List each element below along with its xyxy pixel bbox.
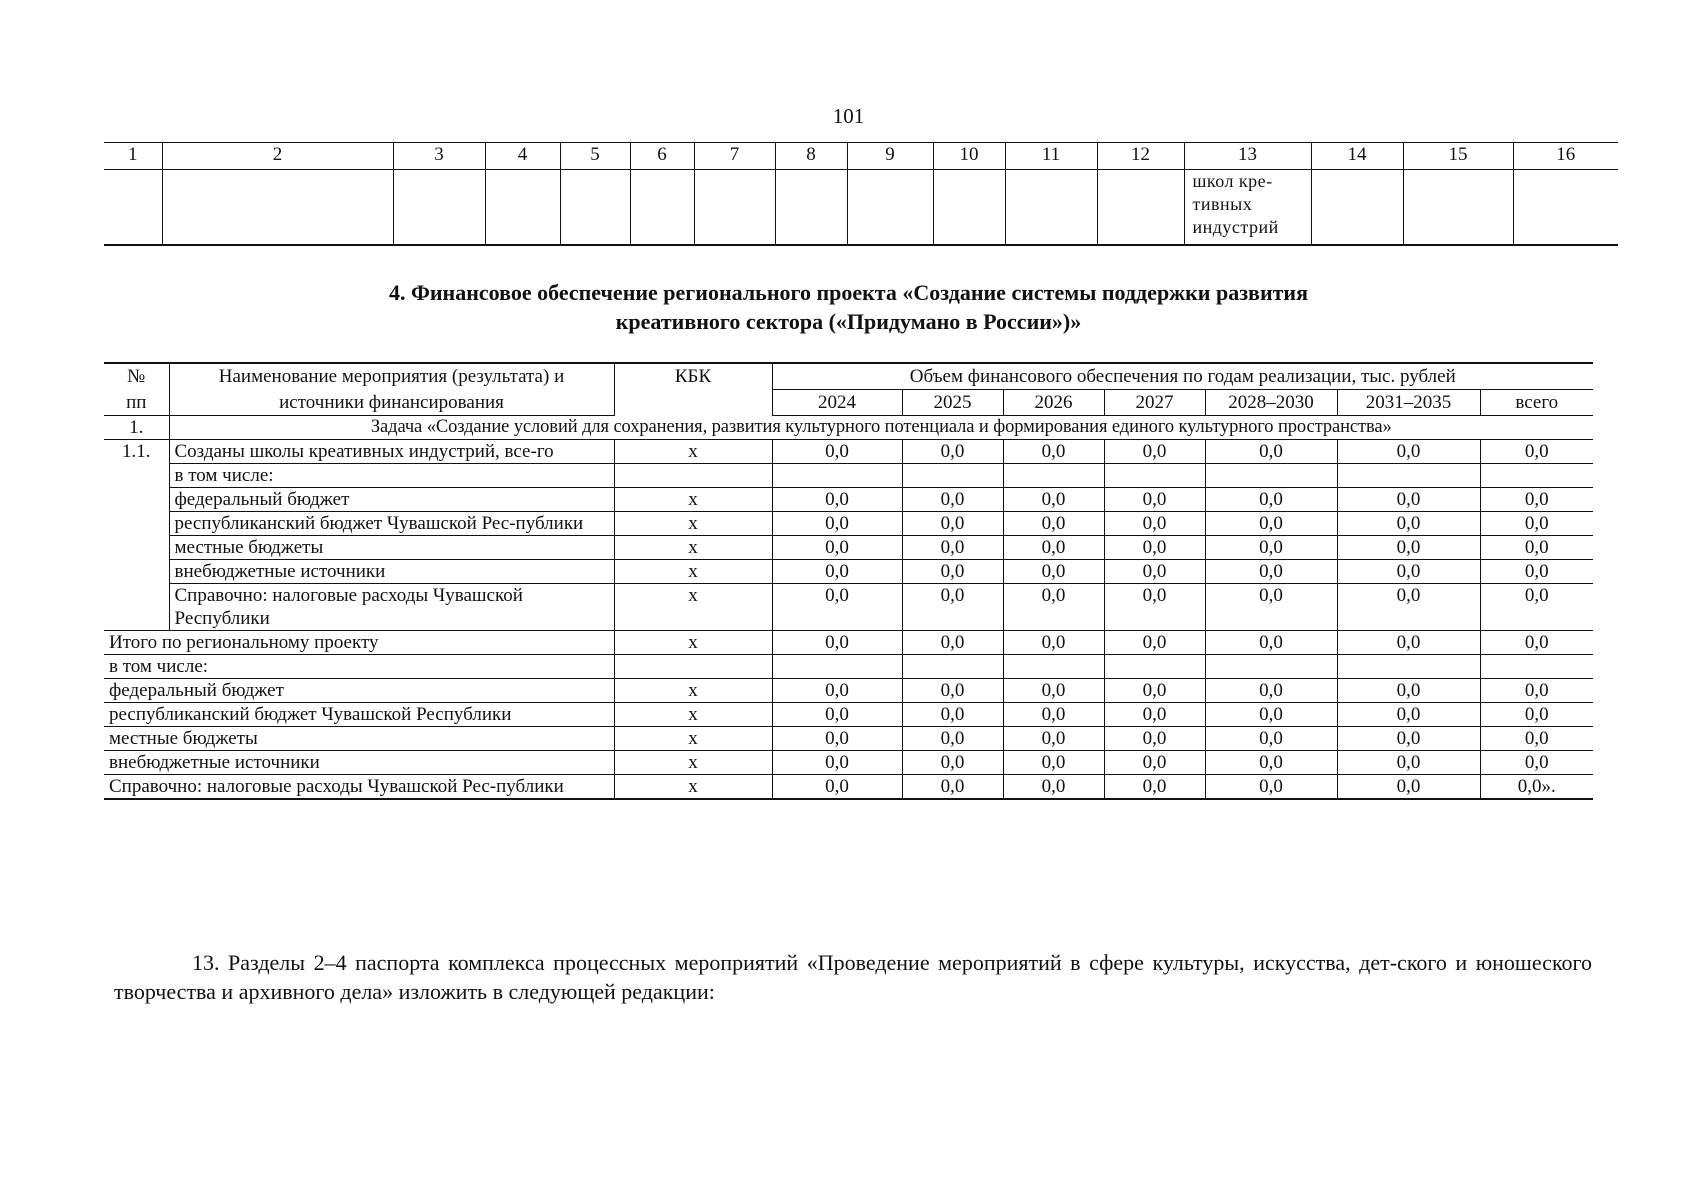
value-cell: 0,0 bbox=[1205, 584, 1337, 631]
column-number-11: 11 bbox=[1005, 143, 1097, 170]
value-cell: 0,0». bbox=[1480, 775, 1593, 800]
year-header-4: 2027 bbox=[1104, 390, 1205, 416]
value-cell bbox=[1337, 464, 1480, 488]
value-cell: 0,0 bbox=[1205, 536, 1337, 560]
value-cell: 0,0 bbox=[1205, 775, 1337, 800]
row-name: федеральный бюджет bbox=[104, 679, 614, 703]
value-cell: 0,0 bbox=[772, 679, 902, 703]
heading-line-1: 4. Финансовое обеспечение регионального проекта «Создание системы поддержки развития bbox=[388, 280, 1308, 305]
value-cell: 0,0 bbox=[772, 488, 902, 512]
continuation-row bbox=[104, 170, 1618, 246]
continuation-cell-6 bbox=[630, 170, 694, 246]
column-number-14: 14 bbox=[1311, 143, 1403, 170]
value-cell: 0,0 bbox=[902, 679, 1003, 703]
year-header-5: 2028–2030 bbox=[1205, 390, 1337, 416]
value-cell: 0,0 bbox=[1337, 584, 1480, 631]
continuation-cell-1 bbox=[104, 170, 162, 246]
value-cell bbox=[1337, 655, 1480, 679]
name-header: Наименование мероприятия (результата) и bbox=[169, 363, 614, 390]
year-header-1: 2024 bbox=[772, 390, 902, 416]
column-number-7: 7 bbox=[694, 143, 775, 170]
header-row-1 bbox=[104, 363, 1593, 390]
continuation-cell-14 bbox=[1311, 170, 1403, 246]
heading-line-2: креативного сектора («Придумано в России»)» bbox=[615, 309, 1082, 334]
value-cell: 0,0 bbox=[1205, 727, 1337, 751]
value-cell: 0,0 bbox=[1003, 488, 1104, 512]
column-number-1: 1 bbox=[104, 143, 162, 170]
continuation-cell-2 bbox=[162, 170, 393, 246]
value-cell: 0,0 bbox=[1337, 488, 1480, 512]
value-cell: 0,0 bbox=[1337, 679, 1480, 703]
kbk-cell: x bbox=[614, 560, 772, 584]
task-text: Задача «Создание условий для сохранения, развития культурного потенциала и формирования единого культурного пространства» bbox=[169, 416, 1593, 440]
value-cell: 0,0 bbox=[1205, 440, 1337, 464]
header-row-2 bbox=[104, 390, 1593, 416]
value-cell: 0,0 bbox=[902, 631, 1003, 655]
kbk-cell: x bbox=[614, 488, 772, 512]
value-cell: 0,0 bbox=[1480, 703, 1593, 727]
kbk-cell: x bbox=[614, 584, 772, 631]
value-cell: 0,0 bbox=[902, 440, 1003, 464]
column-number-4: 4 bbox=[485, 143, 560, 170]
column-number-8: 8 bbox=[775, 143, 847, 170]
value-cell: 0,0 bbox=[1480, 560, 1593, 584]
continuation-cell-10 bbox=[933, 170, 1005, 246]
value-cell: 0,0 bbox=[1337, 440, 1480, 464]
finance-table bbox=[104, 362, 1593, 800]
value-cell bbox=[1003, 464, 1104, 488]
kbk-cell: x bbox=[614, 512, 772, 536]
value-cell: 0,0 bbox=[1104, 679, 1205, 703]
value-cell: 0,0 bbox=[1104, 488, 1205, 512]
row-name: местные бюджеты bbox=[169, 536, 614, 560]
result-row bbox=[104, 464, 1593, 488]
row-name: Итого по региональному проекту bbox=[104, 631, 614, 655]
value-cell bbox=[1205, 655, 1337, 679]
column-number-15: 15 bbox=[1403, 143, 1513, 170]
value-cell: 0,0 bbox=[1003, 751, 1104, 775]
value-cell bbox=[902, 464, 1003, 488]
total-row bbox=[104, 655, 1593, 679]
row-name: республиканский бюджет Чувашской Республики bbox=[104, 703, 614, 727]
row-name: республиканский бюджет Чувашской Рес-публики bbox=[169, 512, 614, 536]
total-row bbox=[104, 631, 1593, 655]
num-header-line2: пп bbox=[104, 390, 169, 416]
row-name: в том числе: bbox=[169, 464, 614, 488]
name-header-line2: источники финансирования bbox=[169, 390, 614, 416]
result-number: 1.1. bbox=[104, 440, 169, 631]
value-cell: 0,0 bbox=[1003, 679, 1104, 703]
value-cell: 0,0 bbox=[1337, 703, 1480, 727]
value-cell: 0,0 bbox=[1480, 584, 1593, 631]
task-row bbox=[104, 416, 1593, 440]
continuation-cell-15 bbox=[1403, 170, 1513, 246]
continuation-cell-4 bbox=[485, 170, 560, 246]
value-cell: 0,0 bbox=[902, 512, 1003, 536]
kbk-cell bbox=[614, 655, 772, 679]
value-cell bbox=[1003, 655, 1104, 679]
col13-text-line: тивных bbox=[1192, 194, 1253, 214]
row-name: внебюджетные источники bbox=[169, 560, 614, 584]
value-cell: 0,0 bbox=[1480, 679, 1593, 703]
value-cell: 0,0 bbox=[1480, 536, 1593, 560]
value-cell: 0,0 bbox=[1205, 703, 1337, 727]
value-cell: 0,0 bbox=[902, 727, 1003, 751]
value-cell: 0,0 bbox=[772, 584, 902, 631]
value-cell: 0,0 bbox=[1205, 679, 1337, 703]
column-number-9: 9 bbox=[847, 143, 933, 170]
row-name: внебюджетные источники bbox=[104, 751, 614, 775]
value-cell: 0,0 bbox=[1480, 631, 1593, 655]
value-cell: 0,0 bbox=[1480, 488, 1593, 512]
value-cell: 0,0 bbox=[1337, 775, 1480, 800]
value-cell: 0,0 bbox=[902, 703, 1003, 727]
value-cell: 0,0 bbox=[1003, 584, 1104, 631]
value-cell bbox=[1480, 464, 1593, 488]
value-cell: 0,0 bbox=[772, 703, 902, 727]
col13-text-line: школ кре- bbox=[1192, 171, 1273, 191]
value-cell bbox=[772, 464, 902, 488]
value-cell: 0,0 bbox=[1480, 440, 1593, 464]
year-header-3: 2026 bbox=[1003, 390, 1104, 416]
value-cell: 0,0 bbox=[1337, 751, 1480, 775]
column-number-6: 6 bbox=[630, 143, 694, 170]
kbk-cell: x bbox=[614, 775, 772, 800]
task-number: 1. bbox=[104, 416, 169, 440]
value-cell bbox=[1104, 655, 1205, 679]
value-cell: 0,0 bbox=[1104, 440, 1205, 464]
value-cell: 0,0 bbox=[1480, 751, 1593, 775]
value-cell: 0,0 bbox=[1104, 727, 1205, 751]
value-cell: 0,0 bbox=[1104, 751, 1205, 775]
value-cell: 0,0 bbox=[1104, 703, 1205, 727]
row-name: Созданы школы креативных индустрий, все-го bbox=[169, 440, 614, 464]
value-cell: 0,0 bbox=[772, 727, 902, 751]
result-row bbox=[104, 512, 1593, 536]
year-header-2: 2025 bbox=[902, 390, 1003, 416]
value-cell: 0,0 bbox=[772, 440, 902, 464]
result-row bbox=[104, 488, 1593, 512]
value-cell: 0,0 bbox=[1337, 560, 1480, 584]
row-name: федеральный бюджет bbox=[169, 488, 614, 512]
result-row bbox=[104, 536, 1593, 560]
row-name: Справочно: налоговые расходы Чувашской Республики bbox=[169, 584, 614, 631]
row-name: Справочно: налоговые расходы Чувашской Рес-публики bbox=[104, 775, 614, 800]
value-cell: 0,0 bbox=[1003, 536, 1104, 560]
kbk-cell: x bbox=[614, 631, 772, 655]
year-header-7: всего bbox=[1480, 390, 1593, 416]
value-cell: 0,0 bbox=[1003, 703, 1104, 727]
value-cell: 0,0 bbox=[1480, 512, 1593, 536]
column-number-2: 2 bbox=[162, 143, 393, 170]
value-cell: 0,0 bbox=[1337, 631, 1480, 655]
value-cell: 0,0 bbox=[772, 751, 902, 775]
value-cell: 0,0 bbox=[902, 536, 1003, 560]
value-cell: 0,0 bbox=[902, 775, 1003, 800]
kbk-cell: x bbox=[614, 703, 772, 727]
value-cell: 0,0 bbox=[1104, 536, 1205, 560]
column-number-10: 10 bbox=[933, 143, 1005, 170]
result-row bbox=[104, 584, 1593, 631]
value-cell: 0,0 bbox=[1205, 488, 1337, 512]
column-number-12: 12 bbox=[1097, 143, 1184, 170]
total-row bbox=[104, 751, 1593, 775]
continuation-cell-16 bbox=[1513, 170, 1618, 246]
value-cell: 0,0 bbox=[1205, 751, 1337, 775]
total-row bbox=[104, 775, 1593, 800]
continuation-cell-7 bbox=[694, 170, 775, 246]
kbk-cell: x bbox=[614, 536, 772, 560]
section-heading bbox=[0, 278, 1697, 336]
value-cell: 0,0 bbox=[1337, 536, 1480, 560]
row-name: в том числе: bbox=[104, 655, 614, 679]
year-header-6: 2031–2035 bbox=[1337, 390, 1480, 416]
total-row bbox=[104, 703, 1593, 727]
continuation-cell-9 bbox=[847, 170, 933, 246]
result-row bbox=[104, 440, 1593, 464]
value-cell: 0,0 bbox=[1003, 560, 1104, 584]
value-cell: 0,0 bbox=[1003, 775, 1104, 800]
continuation-cell-3 bbox=[393, 170, 485, 246]
value-cell: 0,0 bbox=[1205, 631, 1337, 655]
page-number: 101 bbox=[832, 104, 865, 128]
value-cell: 0,0 bbox=[772, 560, 902, 584]
value-cell: 0,0 bbox=[1337, 727, 1480, 751]
result-row bbox=[104, 560, 1593, 584]
value-cell: 0,0 bbox=[772, 775, 902, 800]
kbk-cell bbox=[614, 464, 772, 488]
row-name: местные бюджеты bbox=[104, 727, 614, 751]
value-cell: 0,0 bbox=[1104, 560, 1205, 584]
kbk-cell: x bbox=[614, 679, 772, 703]
value-cell: 0,0 bbox=[1104, 775, 1205, 800]
value-cell bbox=[772, 655, 902, 679]
value-cell: 0,0 bbox=[902, 584, 1003, 631]
value-cell: 0,0 bbox=[1003, 727, 1104, 751]
value-cell: 0,0 bbox=[1205, 512, 1337, 536]
kbk-cell: x bbox=[614, 727, 772, 751]
continuation-cell-11 bbox=[1005, 170, 1097, 246]
value-cell: 0,0 bbox=[902, 751, 1003, 775]
continuation-table bbox=[104, 142, 1618, 246]
value-cell bbox=[1480, 655, 1593, 679]
value-cell: 0,0 bbox=[902, 560, 1003, 584]
value-cell: 0,0 bbox=[1205, 560, 1337, 584]
instruction-paragraph: 13. Разделы 2–4 паспорта комплекса процессных мероприятий «Проведение мероприятий в сфере культуры, искусства, дет-ского и юношеского творчества и архивного дела» изложить в следующей редакции: bbox=[114, 950, 1592, 1004]
column-number-13: 13 bbox=[1184, 143, 1311, 170]
continuation-cell-5 bbox=[560, 170, 630, 246]
value-cell: 0,0 bbox=[772, 512, 902, 536]
value-cell: 0,0 bbox=[1337, 512, 1480, 536]
value-cell: 0,0 bbox=[772, 536, 902, 560]
column-number-row bbox=[104, 143, 1618, 170]
value-cell: 0,0 bbox=[1003, 631, 1104, 655]
continuation-cell-12 bbox=[1097, 170, 1184, 246]
value-cell: 0,0 bbox=[772, 631, 902, 655]
num-header: № bbox=[127, 366, 146, 387]
kbk-header: КБК bbox=[614, 363, 772, 416]
value-cell: 0,0 bbox=[1104, 584, 1205, 631]
continuation-cell-13 bbox=[1184, 170, 1311, 246]
value-cell: 0,0 bbox=[1104, 512, 1205, 536]
column-number-16: 16 bbox=[1513, 143, 1618, 170]
value-cell: 0,0 bbox=[1480, 727, 1593, 751]
value-cell: 0,0 bbox=[1003, 512, 1104, 536]
total-row bbox=[104, 727, 1593, 751]
continuation-cell-8 bbox=[775, 170, 847, 246]
value-cell: 0,0 bbox=[1003, 440, 1104, 464]
total-row bbox=[104, 679, 1593, 703]
column-number-5: 5 bbox=[560, 143, 630, 170]
column-number-3: 3 bbox=[393, 143, 485, 170]
value-cell bbox=[1205, 464, 1337, 488]
value-cell bbox=[902, 655, 1003, 679]
volume-header: Объем финансового обеспечения по годам реализации, тыс. рублей bbox=[772, 363, 1593, 390]
value-cell: 0,0 bbox=[902, 488, 1003, 512]
kbk-cell: x bbox=[614, 751, 772, 775]
value-cell: 0,0 bbox=[1104, 631, 1205, 655]
col13-text-line: индустрий bbox=[1192, 217, 1279, 237]
kbk-cell: x bbox=[614, 440, 772, 464]
value-cell bbox=[1104, 464, 1205, 488]
